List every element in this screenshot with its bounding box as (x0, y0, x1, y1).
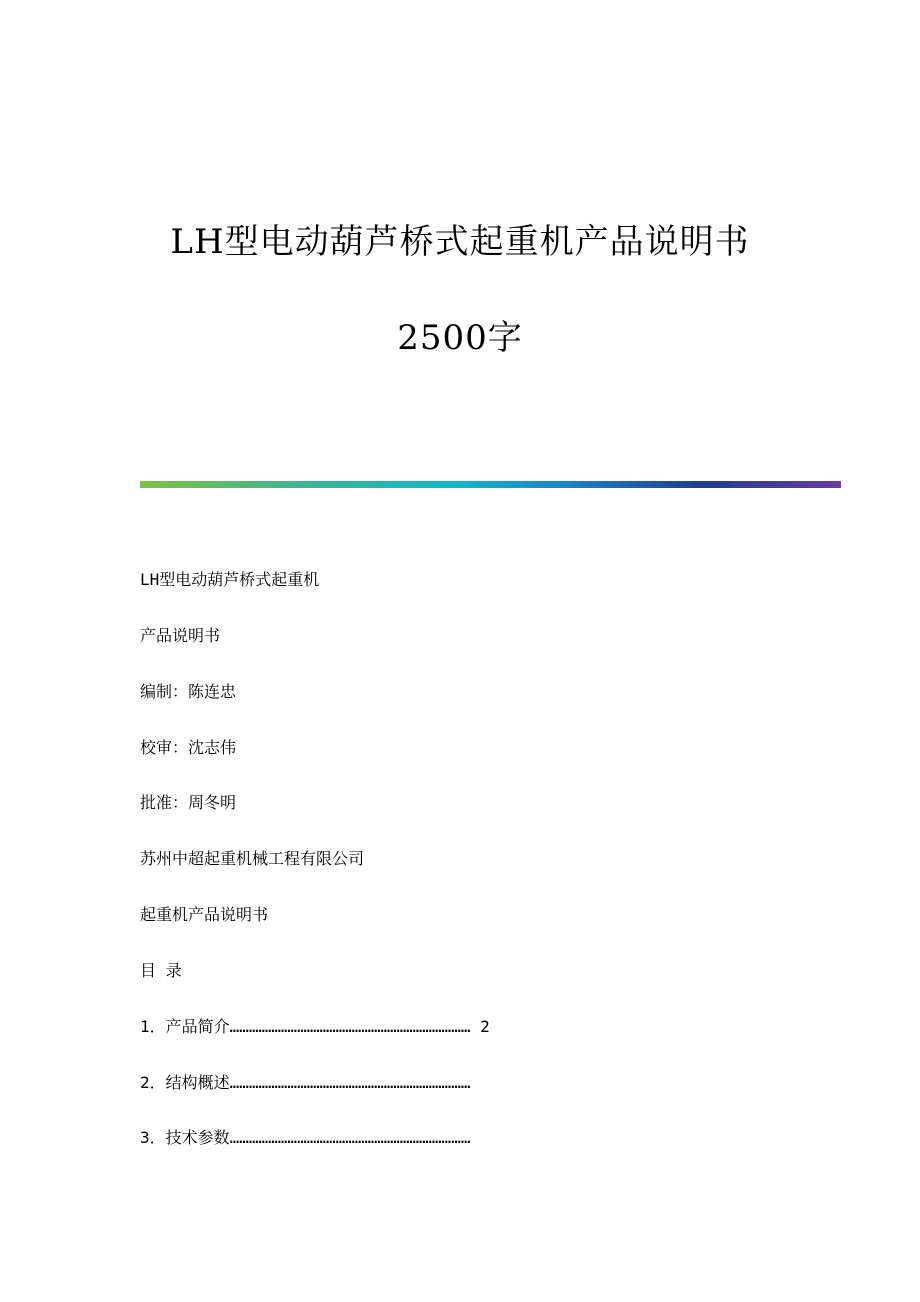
approver-line: 批准：周冬明 (140, 793, 237, 812)
editor-line: 编制：陈连忠 (140, 682, 237, 701)
doc-title-line: 起重机产品说明书 (140, 905, 269, 924)
toc-entry: 2．结构概述………………………………………………………………… (140, 1073, 471, 1092)
doc-type: 产品说明书 (140, 626, 221, 645)
toc-heading: 目 录 (140, 961, 182, 980)
product-name: LH型电动葫芦桥式起重机 (140, 570, 320, 589)
document-subtitle: 2500字 (397, 318, 523, 358)
document-title: LH型电动葫芦桥式起重机产品说明书 (170, 222, 750, 262)
gradient-divider (140, 481, 841, 488)
toc-entry: 1．产品简介………………………………………………………………… 2 (140, 1017, 490, 1036)
reviewer-line: 校审：沈志伟 (140, 738, 237, 757)
company-name: 苏州中超起重机械工程有限公司 (140, 849, 365, 868)
toc-entry: 3．技术参数………………………………………………………………… (140, 1128, 471, 1147)
